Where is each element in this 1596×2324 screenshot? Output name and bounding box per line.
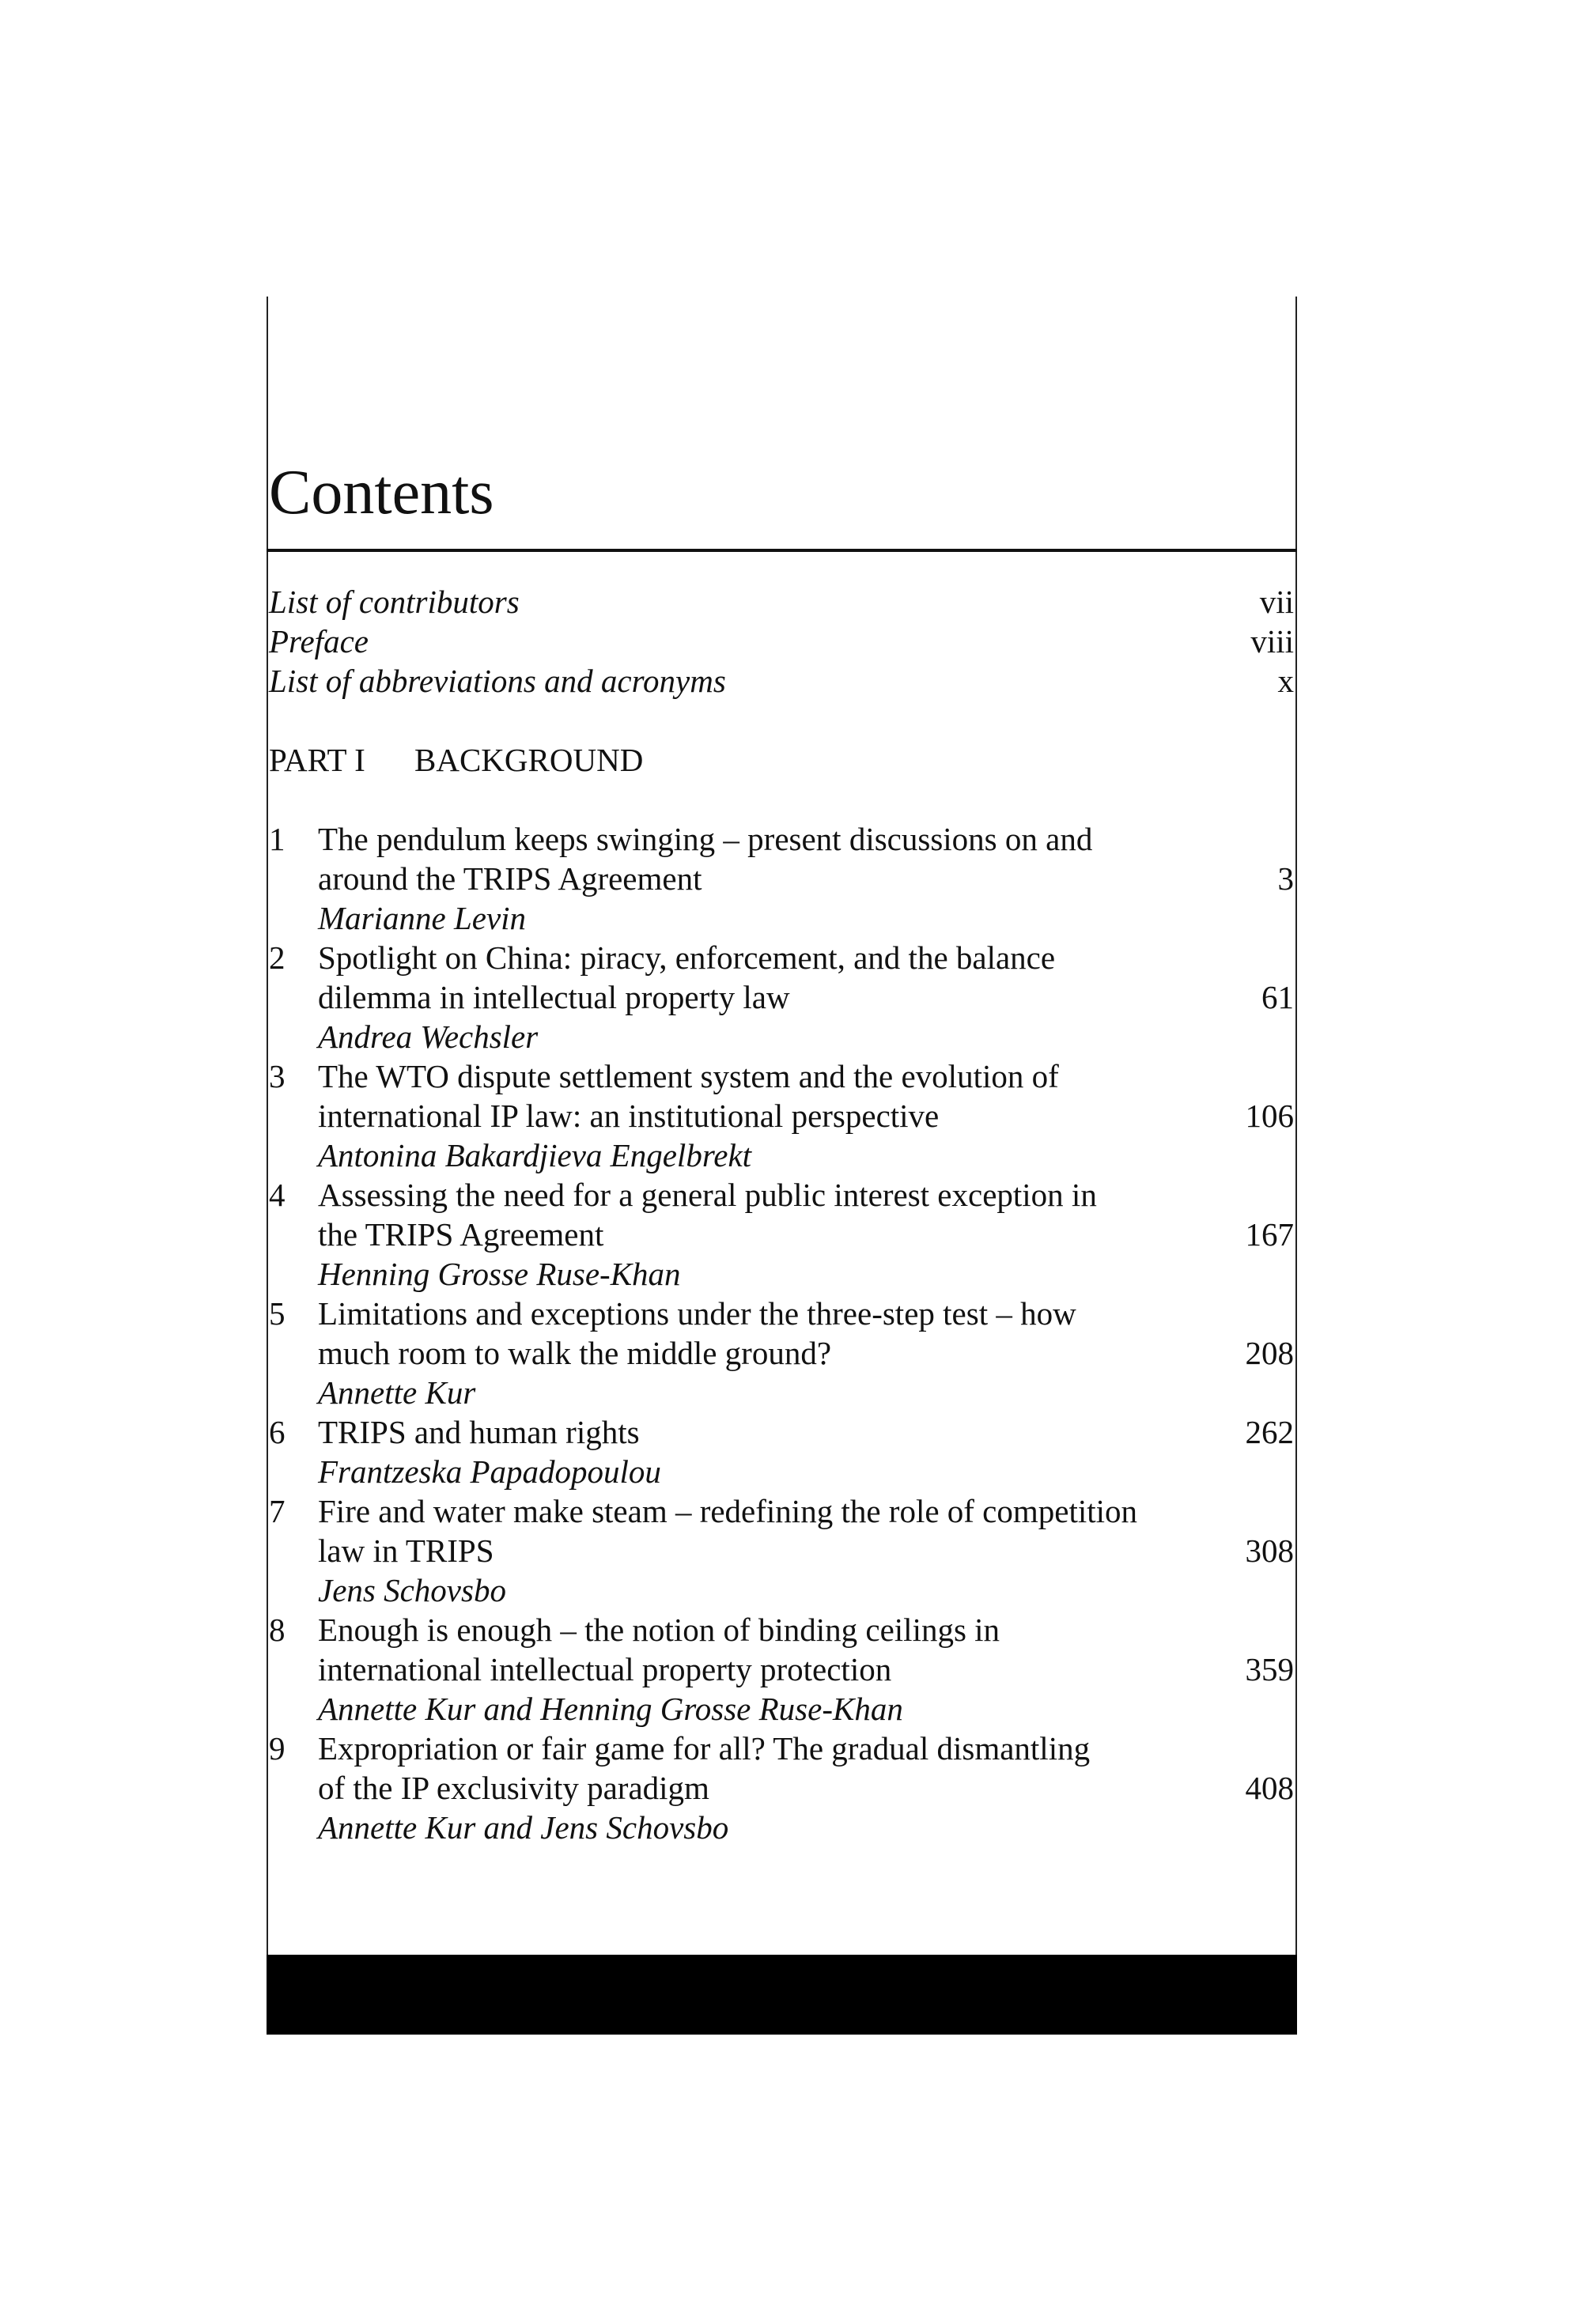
page-title: Contents [269, 458, 494, 527]
toc-chapter-item[interactable] [269, 938, 1294, 1056]
toc-page-number: 106 [1245, 1098, 1294, 1134]
toc-page-number: 208 [1245, 1335, 1294, 1371]
toc-entry-title: List of contributors [269, 584, 520, 620]
toc-page-number: 61 [1261, 979, 1294, 1015]
toc-chapter-item[interactable] [269, 1491, 1294, 1610]
toc-page-number: 408 [1245, 1770, 1294, 1806]
chapter-body [318, 1412, 1294, 1491]
chapter-body [318, 1491, 1294, 1610]
chapter-author: Andrea Wechsler [318, 1018, 539, 1055]
chapter-title-line [318, 1056, 1294, 1096]
chapter-body [318, 938, 1294, 1056]
chapter-body [318, 819, 1294, 938]
chapter-title-line [318, 1768, 1294, 1808]
part-title: BACKGROUND [414, 742, 644, 778]
toc-chapter-item[interactable] [269, 1729, 1294, 1847]
toc-chapter-item[interactable] [269, 1056, 1294, 1175]
chapter-title-line [318, 1096, 1294, 1136]
toc-front-matter-item[interactable] [269, 582, 1294, 622]
chapter-title-line [318, 1531, 1294, 1570]
chapter-number: 3 [269, 1058, 286, 1094]
chapter-author: Marianne Levin [318, 900, 527, 936]
title-rule [267, 549, 1297, 552]
chapter-title-text: The WTO dispute settlement system and the evolution of [318, 1058, 1059, 1094]
chapter-title-line [318, 1333, 1294, 1373]
chapter-title-text: dilemma in intellectual property law [318, 979, 790, 1015]
chapter-author: Jens Schovsbo [318, 1572, 506, 1608]
chapter-author: Henning Grosse Ruse-Khan [318, 1256, 681, 1292]
chapter-title-text: much room to walk the middle ground? [318, 1335, 832, 1371]
chapter-body [318, 1294, 1294, 1412]
toc-entry-title: List of abbreviations and acronyms [269, 663, 726, 699]
chapter-title-text: Enough is enough – the notion of binding ceilings in [318, 1612, 1000, 1648]
chapter-title-text: Fire and water make steam – redefining the role of competition [318, 1493, 1138, 1529]
chapter-number: 4 [269, 1177, 286, 1213]
chapter-number: 8 [269, 1612, 286, 1648]
chapter-number: 9 [269, 1730, 286, 1767]
chapter-title-line [318, 1649, 1294, 1689]
chapter-list [269, 819, 1294, 1847]
chapter-body [318, 1610, 1294, 1729]
part-heading [269, 740, 1294, 780]
part-number: PART I [269, 742, 365, 778]
chapter-number: 1 [269, 821, 286, 857]
chapter-title-line [318, 1491, 1294, 1531]
chapter-title-text: Spotlight on China: piracy, enforcement, and the balance [318, 939, 1056, 976]
toc-entry-title: Preface [269, 623, 369, 659]
chapter-title-text: TRIPS and human rights [318, 1414, 640, 1450]
chapter-title-text: Expropriation or fair game for all? The gradual dismantling [318, 1730, 1091, 1767]
chapter-title-text: international intellectual property protection [318, 1651, 892, 1687]
chapter-title-text: The pendulum keeps swinging – present discussions on and [318, 821, 1093, 857]
toc-chapter-item[interactable] [269, 819, 1294, 938]
chapter-author: Frantzeska Papadopoulou [318, 1453, 661, 1490]
toc-page-number: 167 [1245, 1216, 1294, 1253]
table-of-contents [269, 582, 1294, 1847]
chapter-number: 2 [269, 939, 286, 976]
chapter-title-text: Limitations and exceptions under the three-step test – how [318, 1295, 1076, 1332]
toc-front-matter-item[interactable] [269, 622, 1294, 661]
toc-page-number: 308 [1245, 1532, 1294, 1569]
chapter-title-line [318, 859, 1294, 898]
chapter-title-text: Assessing the need for a general public interest exception in [318, 1177, 1097, 1213]
chapter-title-line [318, 1294, 1294, 1333]
toc-chapter-item[interactable] [269, 1175, 1294, 1294]
toc-chapter-item[interactable] [269, 1610, 1294, 1729]
chapter-title-text: law in TRIPS [318, 1532, 494, 1569]
chapter-title-text: of the IP exclusivity paradigm [318, 1770, 709, 1806]
chapter-number: 5 [269, 1295, 286, 1332]
chapter-title-text: the TRIPS Agreement [318, 1216, 604, 1253]
chapter-title-line [318, 819, 1294, 859]
toc-front-matter-item[interactable] [269, 661, 1294, 701]
chapter-title-line [318, 1729, 1294, 1768]
chapter-title-line [318, 1215, 1294, 1254]
chapter-number: 7 [269, 1493, 286, 1529]
toc-page-number: 3 [1277, 860, 1294, 897]
chapter-title-text: around the TRIPS Agreement [318, 860, 702, 897]
chapter-title-line [318, 1610, 1294, 1649]
chapter-author: Annette Kur and Henning Grosse Ruse-Khan [318, 1691, 903, 1727]
chapter-author: Annette Kur and Jens Schovsbo [318, 1809, 729, 1846]
chapter-body [318, 1175, 1294, 1294]
footer-bar [267, 1955, 1297, 2035]
chapter-title-text: international IP law: an institutional perspective [318, 1098, 940, 1134]
toc-page-number: 359 [1245, 1651, 1294, 1687]
toc-page-number: x [1277, 663, 1294, 699]
chapter-title-line [318, 977, 1294, 1017]
chapter-number: 6 [269, 1414, 286, 1450]
chapter-author: Annette Kur [318, 1374, 476, 1411]
chapter-title-line [318, 938, 1294, 977]
toc-page-number: vii [1259, 584, 1294, 620]
toc-chapter-item[interactable] [269, 1412, 1294, 1491]
toc-chapter-item[interactable] [269, 1294, 1294, 1412]
toc-page-number: 262 [1245, 1414, 1294, 1450]
chapter-body [318, 1729, 1294, 1847]
chapter-author: Antonina Bakardjieva Engelbrekt [318, 1137, 752, 1173]
chapter-title-line [318, 1412, 1294, 1452]
chapter-title-line [318, 1175, 1294, 1215]
chapter-body [318, 1056, 1294, 1175]
toc-page-number: viii [1250, 623, 1294, 659]
